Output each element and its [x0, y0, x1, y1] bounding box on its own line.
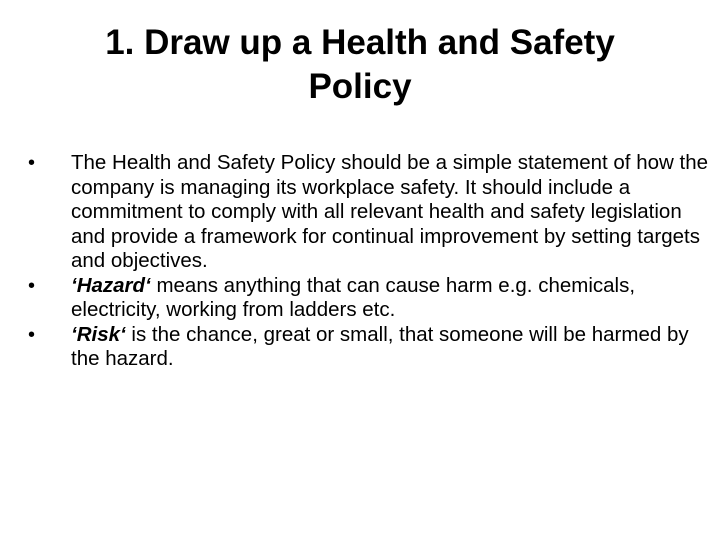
bullet-marker: •: [28, 323, 36, 346]
bullet-list: [28, 151, 708, 372]
bullet-text: [71, 151, 708, 274]
bullet-body: means anything that can cause harm e.g. chemicals, electricity, working from ladders etc.: [71, 273, 636, 321]
bullet-text: [71, 274, 708, 323]
bullet-item-policy: [28, 151, 708, 274]
term-risk: ‘Risk‘: [71, 322, 126, 346]
title-line-2: Policy: [308, 67, 412, 106]
bullet-body: The Health and Safety Policy should be a simple statement of how the company is managing its workplace safety. It should include a commitment to comply with all relevant health and safety legislation and provide a framework for continual improvement by setting targets and objectives.: [71, 151, 709, 272]
bullet-item-hazard: [28, 274, 708, 323]
title-line-1: 1. Draw up a Health and Safety: [105, 23, 615, 62]
bullet-marker: •: [28, 152, 36, 174]
bullet-text: [71, 323, 708, 372]
bullet-marker: •: [28, 274, 36, 297]
bullet-item-risk: [28, 323, 708, 372]
slide-title: [60, 21, 660, 109]
term-hazard: ‘Hazard‘: [71, 273, 151, 297]
bullet-body: is the chance, great or small, that someone will be harmed by the hazard.: [71, 322, 689, 370]
